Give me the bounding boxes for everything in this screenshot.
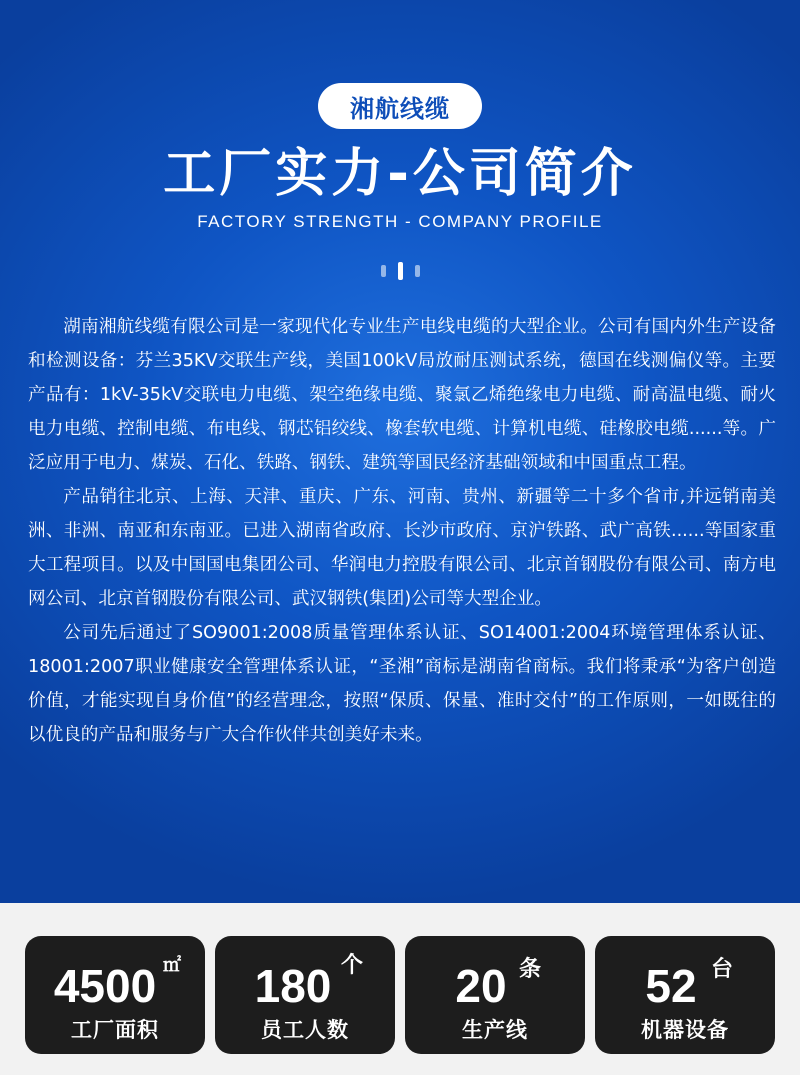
stat-card-factory-area [25, 936, 205, 1054]
page-title: 工厂实力-公司简介 [163, 144, 637, 204]
decorative-dots [381, 262, 421, 280]
stat-label: 生产线 [462, 1018, 528, 1042]
stat-card-employees [215, 936, 395, 1054]
stat-card-production-lines [405, 936, 585, 1054]
stat-value: 20 [455, 960, 507, 1012]
stat-unit: 条 [519, 957, 542, 982]
stat-unit: ㎡ [163, 955, 181, 976]
stat-label: 工厂面积 [71, 1018, 159, 1042]
dot-center [398, 262, 403, 280]
stat-unit: 个 [341, 953, 364, 978]
dot-left [381, 265, 386, 277]
company-intro [28, 310, 776, 752]
stat-card-machines [595, 936, 775, 1054]
intro-paragraph-2: 产品销往北京、上海、天津、重庆、广东、河南、贵州、新疆等二十多个省市,并远销南美洲、非洲、南亚和东南亚。已进入湖南省政府、长沙市政府、京沪铁路、武广高铁......等国家重大工程项目。以及中国国电集团公司、华润电力控股有限公司、北京首钢股份有限公司、南方电网公司、北京首钢股份有限公司、武汉钢铁(集团)公司等大型企业。 [28, 487, 776, 609]
stat-value: 52 [645, 960, 697, 1012]
stat-value: 4500 [53, 960, 157, 1012]
dot-right [415, 265, 420, 277]
stat-value: 180 [254, 960, 332, 1012]
stat-unit: 台 [711, 957, 734, 982]
intro-paragraph-1: 湖南湘航线缆有限公司是一家现代化专业生产电线电缆的大型企业。公司有国内外生产设备和检测设备：芬兰35KV交联生产线，美国100kV局放耐压测试系统，德国在线测偏仪等。主要产品有：1kV-35kV交联电力电缆、架空绝缘电缆、聚氯乙烯绝缘电力电缆、耐高温电缆、耐火电力电缆、控制电缆、布电线、钢芯铝绞线、橡套软电缆、计算机电缆、硅橡胶电缆......等。广泛应用于电力、煤炭、石化、铁路、钢铁、建筑等国民经济基础领域和中国重点工程。 [28, 317, 776, 473]
page-subtitle: FACTORY STRENGTH - COMPANY PROFILE [197, 212, 603, 231]
stat-label: 员工人数 [261, 1018, 349, 1042]
stats-section [0, 903, 800, 1075]
stat-label: 机器设备 [641, 1018, 729, 1042]
brand-pill: 湘航线缆 [318, 83, 482, 129]
intro-paragraph-3: 公司先后通过了SO9001:2008质量管理体系认证、SO14001:2004环境管理体系认证、18001:2007职业健康安全管理体系认证，“圣湘”商标是湖南省商标。我们将秉承“为客户创造价值，才能实现自身价值”的经营理念，按照“保质、保量、准时交付”的工作原则，一如既往的以优良的产品和服务与广大合作伙伴共创美好未来。 [28, 623, 776, 745]
